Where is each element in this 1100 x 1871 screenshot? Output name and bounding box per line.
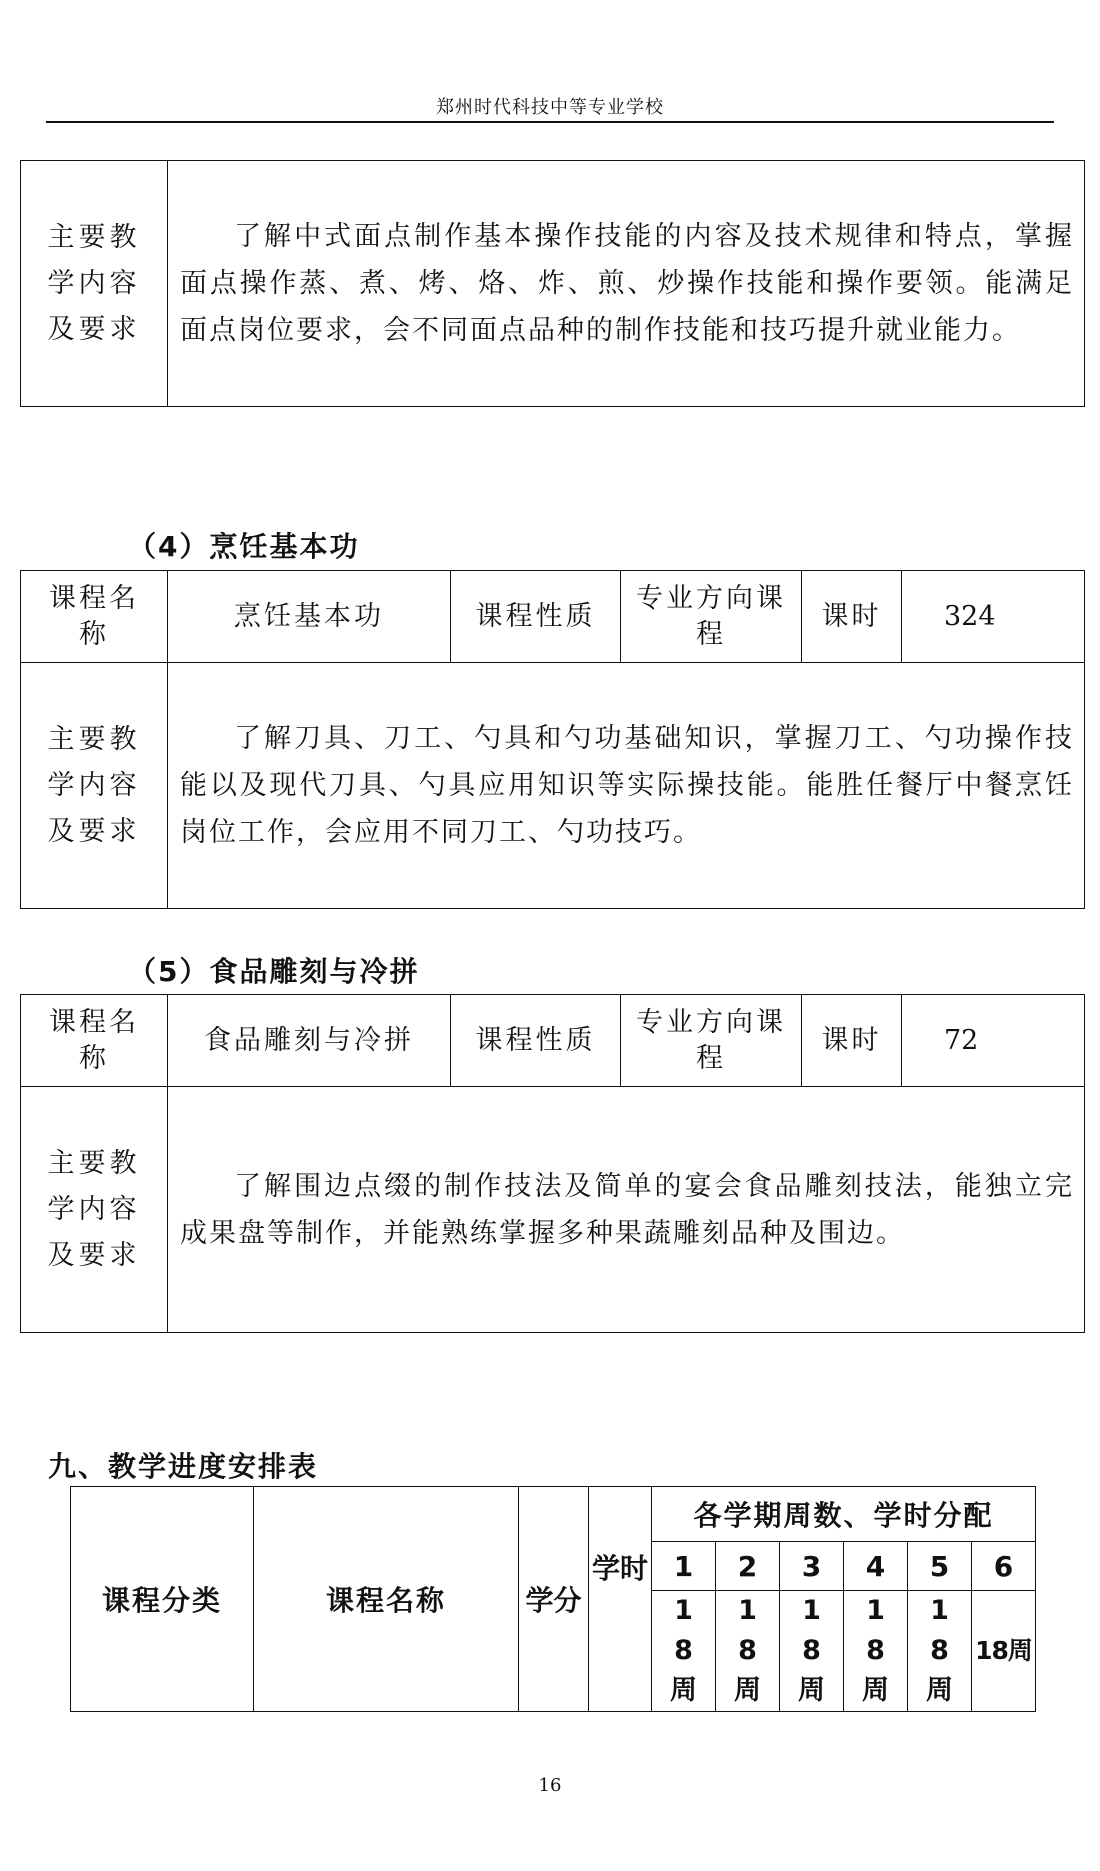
schedule-col-category: 课程分类 (71, 1487, 254, 1712)
schedule-table (70, 1486, 1036, 1712)
semester-weeks: 18周 (652, 1591, 716, 1712)
course-4-content: 了解刀具、刀工、勺具和勺功基础知识，掌握刀工、勺功操作技能以及现代刀具、勺具应用知识等实际操技能。能胜任餐厅中餐烹饪岗位工作，会应用不同刀工、勺功技巧。 (180, 723, 1074, 848)
course-4-heading: （4）烹饪基本功 (128, 530, 360, 563)
content-label: 主要教学内容及要求 (21, 1087, 168, 1333)
content-cell (168, 161, 1085, 407)
school-header: 郑州时代科技中等专业学校 (436, 97, 664, 118)
semester-header: 3 (780, 1542, 844, 1591)
course-name-label: 课程名称 (21, 995, 168, 1087)
semester-weeks: 18周 (716, 1591, 780, 1712)
course-name-value: 烹饪基本功 (168, 571, 451, 663)
content-label: 主要教学内容及要求 (21, 663, 168, 909)
semester-weeks: 18周 (844, 1591, 908, 1712)
semester-header: 5 (908, 1542, 972, 1591)
course-hours-label: 课时 (802, 571, 902, 663)
course-nature-value: 专业方向课程 (621, 571, 802, 663)
course-name-value: 食品雕刻与冷拼 (168, 995, 451, 1087)
course-hours-value: 324 (902, 571, 1085, 663)
schedule-col-distribution: 各学期周数、学时分配 (652, 1487, 1036, 1542)
header-rule (46, 121, 1054, 123)
course-nature-value: 专业方向课程 (621, 995, 802, 1087)
content-label (21, 161, 168, 407)
schedule-col-credit: 学分 (519, 1487, 589, 1712)
schedule-col-hours: 学时 (589, 1487, 652, 1712)
course-name-label: 课程名称 (21, 571, 168, 663)
schedule-col-name: 课程名称 (254, 1487, 519, 1712)
top-course-table (20, 160, 1085, 407)
semester-header: 4 (844, 1542, 908, 1591)
semester-header: 1 (652, 1542, 716, 1591)
page-number: 16 (538, 1775, 562, 1796)
content-label-text: 主要教学内容及要求 (47, 221, 141, 345)
semester-header: 2 (716, 1542, 780, 1591)
course-nature-label: 课程性质 (451, 571, 621, 663)
content-cell (168, 1087, 1085, 1333)
course-hours-value: 72 (902, 995, 1085, 1087)
semester-weeks: 18周 (908, 1591, 972, 1712)
semester-weeks: 18周 (780, 1591, 844, 1712)
course-5-heading: （5）食品雕刻与冷拼 (128, 955, 420, 988)
course-4-table (20, 570, 1085, 909)
course-hours-label: 课时 (802, 995, 902, 1087)
course-nature-label: 课程性质 (451, 995, 621, 1087)
semester-weeks: 18周 (972, 1591, 1036, 1712)
schedule-heading: 九、教学进度安排表 (48, 1450, 319, 1483)
course-5-content: 了解围边点缀的制作技法及简单的宴会食品雕刻技法，能独立完成果盘等制作，并能熟练掌握多种果蔬雕刻品种及围边。 (180, 1170, 1074, 1249)
course-5-table (20, 994, 1085, 1333)
content-cell (168, 663, 1085, 909)
semester-header: 6 (972, 1542, 1036, 1591)
content-text: 了解中式面点制作基本操作技能的内容及技术规律和特点，掌握面点操作蒸、煮、烤、烙、炸、煎、炒操作技能和操作要领。能满足面点岗位要求，会不同面点品种的制作技能和技巧提升就业能力。 (180, 221, 1074, 346)
